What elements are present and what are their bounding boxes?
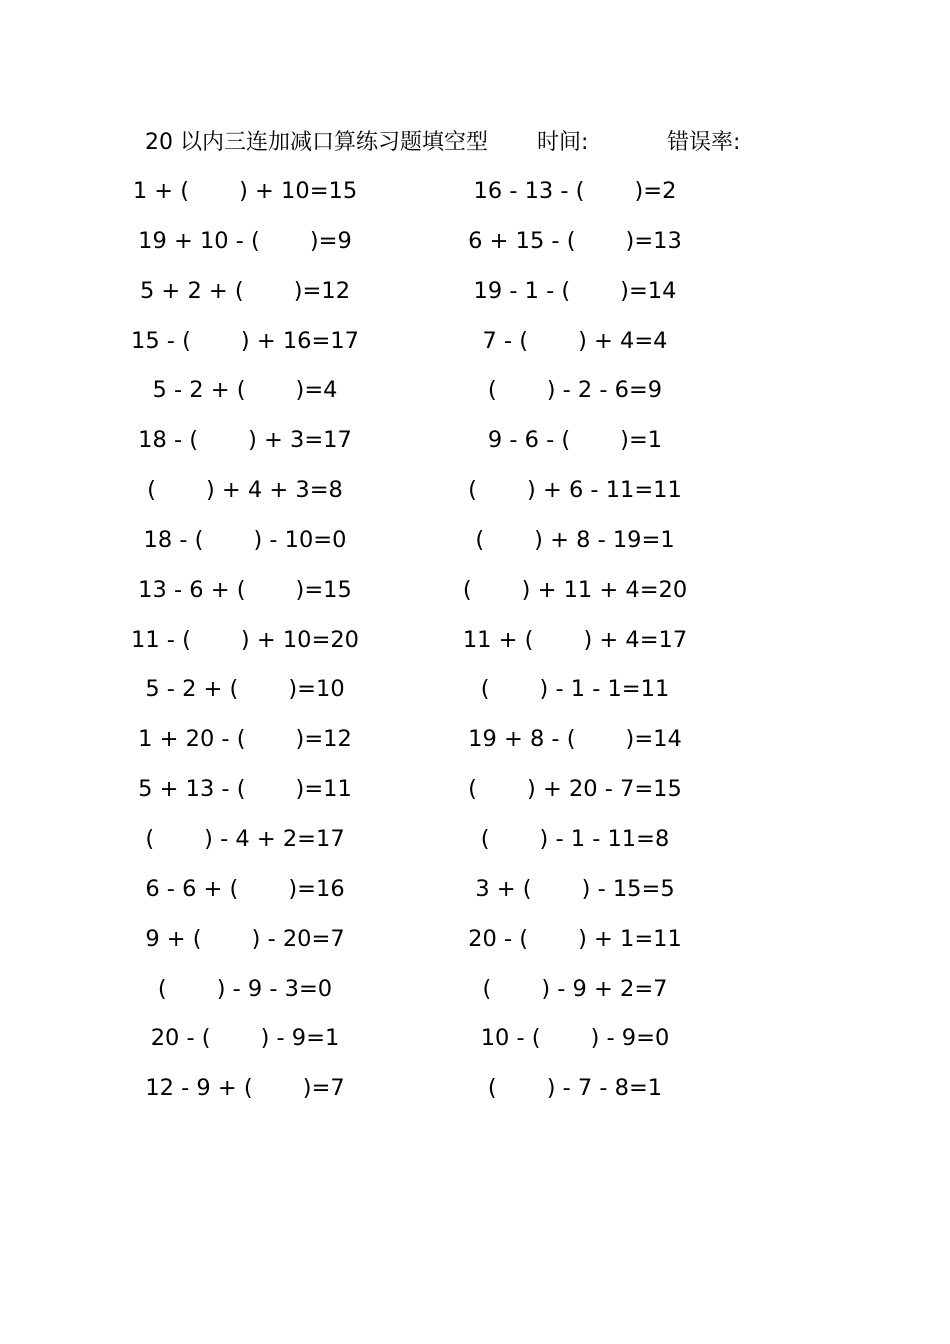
problem-item: ( ) + 8 - 19=1 [475,526,675,553]
problem-item: 13 - 6 + ( )=15 [138,576,352,603]
problem-item: ( ) - 1 - 1=11 [480,676,670,703]
problem-item: 7 - ( ) + 4=4 [482,327,668,354]
problem-item: 19 - 1 - ( )=14 [473,277,677,304]
problem-column-right [445,172,705,1119]
time-label: 时间: [537,130,589,155]
problem-item: ( ) - 9 - 3=0 [157,975,333,1002]
problem-item: 1 + 20 - ( )=12 [138,726,352,753]
problem-item: 5 + 2 + ( )=12 [139,277,351,304]
problem-item: 9 + ( ) - 20=7 [145,925,345,952]
problem-item: 19 + 10 - ( )=9 [138,227,352,254]
problem-item: 18 - ( ) + 3=17 [138,427,352,454]
problem-item: ( ) - 4 + 2=17 [145,825,345,852]
problem-item: 5 - 2 + ( )=10 [145,676,345,703]
problem-item: ( ) + 4 + 3=8 [147,477,343,504]
problem-item: ( ) - 2 - 6=9 [487,377,663,404]
problem-item: ( ) + 20 - 7=15 [468,776,682,803]
problem-item: 6 + 15 - ( )=13 [468,227,682,254]
problem-item: 9 - 6 - ( )=1 [487,427,663,454]
problem-item: ( ) - 9 + 2=7 [482,975,668,1002]
problem-item: ( ) + 6 - 11=11 [468,477,682,504]
problem-item: 18 - ( ) - 10=0 [143,526,347,553]
problem-item: 1 + ( ) + 10=15 [132,178,358,204]
problem-item: 5 - 2 + ( )=4 [152,377,338,404]
problem-item: 3 + ( ) - 15=5 [475,875,675,902]
problem-item: 11 - ( ) + 10=20 [131,626,359,653]
problem-item: 11 + ( ) + 4=17 [462,626,688,653]
problem-item: 19 + 8 - ( )=14 [468,726,682,753]
problem-item: 5 + 13 - ( )=11 [138,776,352,803]
problem-item: 12 - 9 + ( )=7 [145,1075,345,1102]
problem-item: ( ) + 11 + 4=20 [462,576,688,603]
error-rate-label: 错误率: [667,130,741,155]
worksheet-header [145,126,785,160]
problem-item: 16 - 13 - ( )=2 [473,178,677,204]
problem-item: ( ) - 1 - 11=8 [480,825,670,852]
problem-column-left [115,172,375,1119]
problem-item: 10 - ( ) - 9=0 [480,1025,670,1052]
problem-item: 20 - ( ) - 9=1 [150,1025,340,1052]
worksheet-title: 20 以内三连加减口算练习题填空型 [145,130,488,155]
problem-item: 20 - ( ) + 1=11 [468,925,682,952]
problem-item: 6 - 6 + ( )=16 [145,875,345,902]
problem-item: ( ) - 7 - 8=1 [487,1075,663,1102]
problem-item: 15 - ( ) + 16=17 [131,327,359,354]
